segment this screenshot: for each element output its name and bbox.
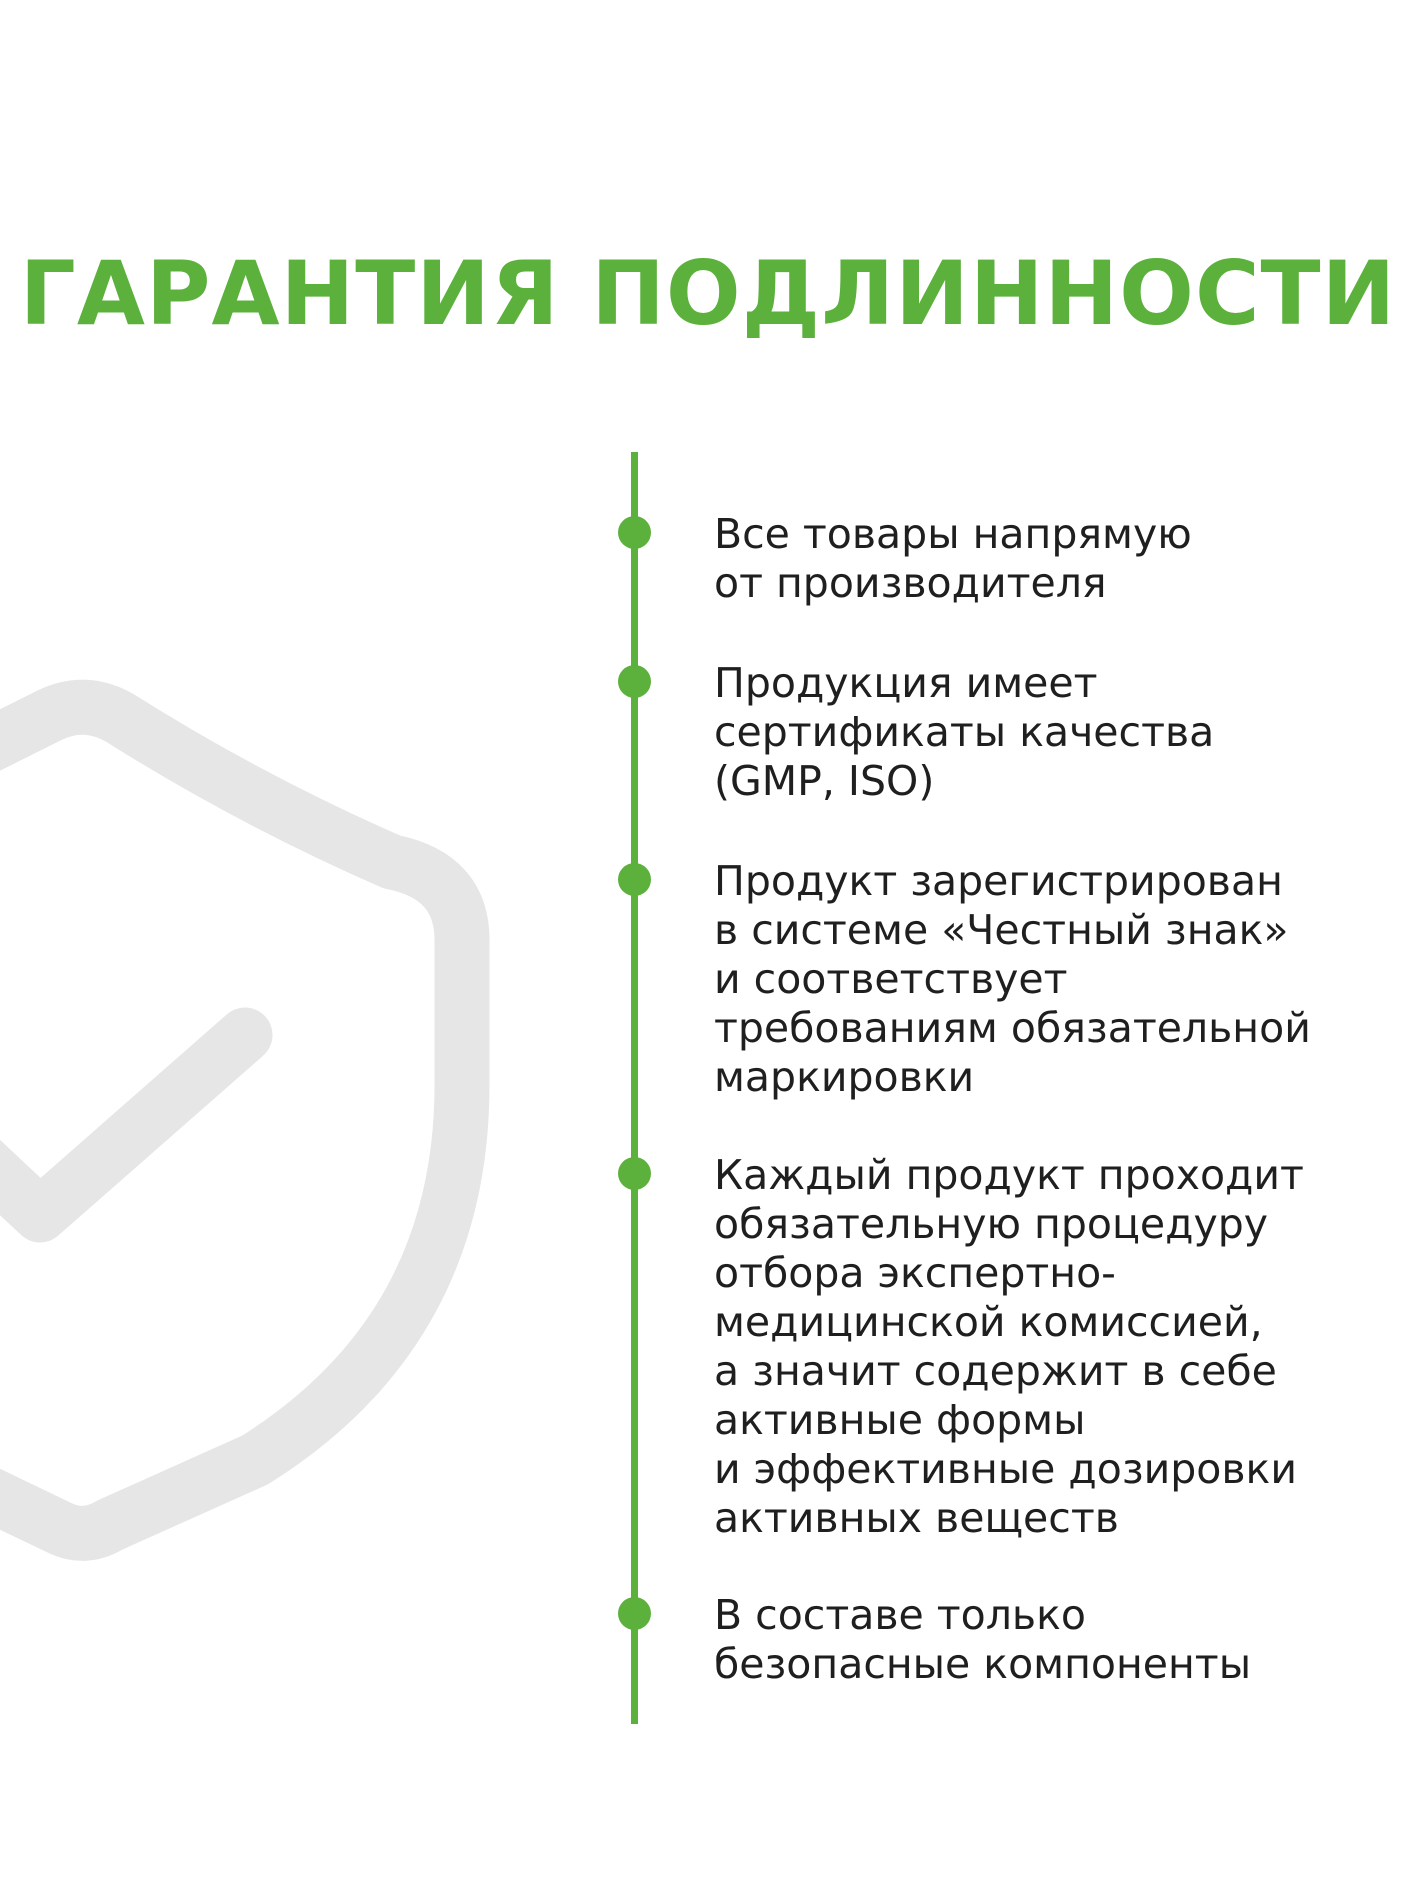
bullet-dot <box>618 863 651 896</box>
bullet-dot <box>618 1157 651 1190</box>
shield-outline <box>0 707 462 1533</box>
list-item-text: Все товары напрямую от производителя <box>714 510 1192 607</box>
page-title: ГАРАНТИЯ ПОДЛИННОСТИ <box>19 242 1397 345</box>
bullet-dot <box>618 665 651 698</box>
bullet-dot <box>618 1597 651 1630</box>
bullet-dot <box>618 516 651 549</box>
list-item-text: Каждый продукт проходит обязательную процедуру отбора экспертно- медицинской комиссией, а значит содержит в себе активные формы и эффективные дозировки активных веществ <box>714 1151 1304 1542</box>
check-mark <box>0 1035 245 1215</box>
list-item-text: В составе только безопасные компоненты <box>714 1591 1252 1688</box>
list-item-text: Продукт зарегистрирован в системе «Честный знак» и соответствует требованиям обязательной маркировки <box>714 857 1311 1101</box>
timeline-line <box>631 452 638 1724</box>
list-item-text: Продукция имеет сертификаты качества (GMP, ISO) <box>714 659 1215 805</box>
